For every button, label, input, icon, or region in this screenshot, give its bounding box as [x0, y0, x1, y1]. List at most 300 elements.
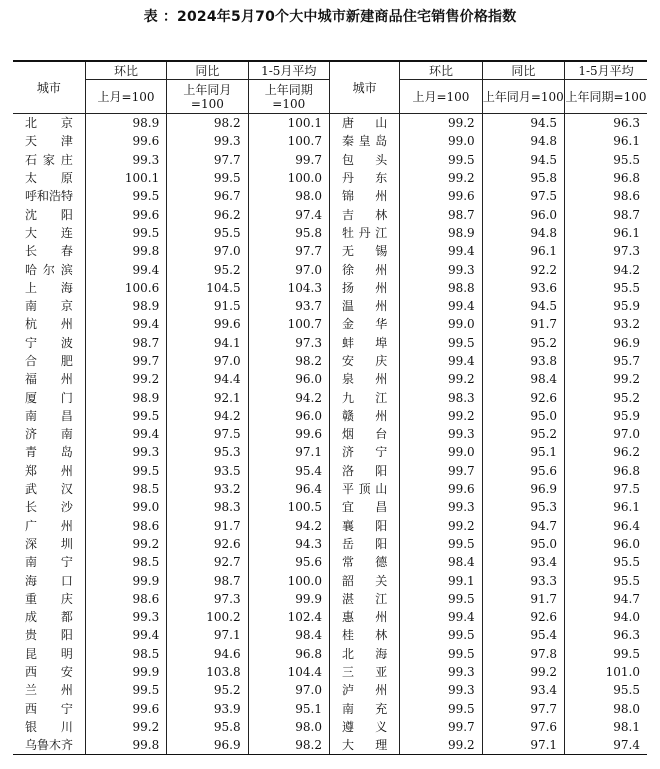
mom-right-cell: 99.1	[400, 571, 482, 589]
avg-right-cell: 101.0	[565, 663, 647, 681]
city-right-cell: 湛江	[329, 590, 399, 608]
city-right-cell: 桂林	[329, 626, 399, 644]
avg-right-cell: 97.5	[565, 480, 647, 498]
avg-left-cell: 99.7	[248, 151, 329, 169]
city-right-cell: 三亚	[329, 663, 399, 681]
mom-left-cell: 98.9	[85, 388, 166, 406]
mom-left-cell: 99.3	[85, 151, 166, 169]
mom-right-cell: 99.5	[400, 700, 482, 718]
mom-right-cell: 99.3	[400, 663, 482, 681]
yoy-right-cell: 92.2	[482, 260, 564, 278]
table-row	[13, 297, 647, 315]
city-right-cell: 赣州	[329, 407, 399, 425]
table-row	[13, 535, 647, 553]
mom-left-cell: 100.6	[85, 279, 166, 297]
yoy-left-cell: 91.5	[167, 297, 248, 315]
table-row	[13, 224, 647, 242]
yoy-right-cell: 91.7	[482, 590, 564, 608]
avg-left-cell: 96.0	[248, 407, 329, 425]
avg-left-cell: 94.2	[248, 388, 329, 406]
mom-right-cell: 99.4	[400, 352, 482, 370]
avg-right-cell: 96.1	[565, 224, 647, 242]
city-right-cell: 大理	[329, 736, 399, 755]
table-row	[13, 480, 647, 498]
city-right-cell: 洛阳	[329, 462, 399, 480]
mom-right-cell: 99.4	[400, 297, 482, 315]
yoy-right-cell: 95.8	[482, 169, 564, 187]
table-row	[13, 736, 647, 755]
mom-right-cell: 99.5	[400, 590, 482, 608]
mom-right-cell: 99.6	[400, 480, 482, 498]
mom-left-cell: 98.5	[85, 645, 166, 663]
price-index-table	[13, 60, 647, 755]
mom-left-cell: 99.4	[85, 425, 166, 443]
table-row	[13, 260, 647, 278]
avg-left-cell: 98.2	[248, 736, 329, 755]
city-right-cell: 北海	[329, 645, 399, 663]
yoy-right-cell: 96.9	[482, 480, 564, 498]
avg-left-cell: 98.4	[248, 626, 329, 644]
city-left-cell: 海口	[25, 573, 73, 588]
avg-right-cell: 94.0	[565, 608, 647, 626]
avg-right-cell: 96.0	[565, 535, 647, 553]
city-right-cell: 金华	[329, 315, 399, 333]
city-right-cell: 秦皇岛	[329, 132, 399, 150]
mom-right-cell: 99.3	[400, 681, 482, 699]
mom-base-header: 上月=100	[85, 80, 166, 114]
mom-right-cell: 99.5	[400, 645, 482, 663]
yoy-right-cell: 94.8	[482, 132, 564, 150]
mom-left-cell: 99.4	[85, 626, 166, 644]
mom-right-cell: 99.5	[400, 535, 482, 553]
yoy-right-cell: 99.2	[482, 663, 564, 681]
yoy-left-cell: 97.0	[167, 352, 248, 370]
avg-right-cell: 98.6	[565, 187, 647, 205]
city-left-cell: 南京	[25, 299, 73, 314]
avg-right-cell: 95.5	[565, 571, 647, 589]
mom-right-cell: 99.0	[400, 132, 482, 150]
city-right-cell: 襄阳	[329, 517, 399, 535]
table-row	[13, 242, 647, 260]
mom-left-cell: 99.5	[85, 187, 166, 205]
avg-right-cell: 94.7	[565, 590, 647, 608]
table-row	[13, 626, 647, 644]
yoy-left-cell: 96.9	[167, 736, 248, 755]
avg-left-cell: 100.7	[248, 315, 329, 333]
avg-left-cell: 102.4	[248, 608, 329, 626]
yoy-right-cell: 97.1	[482, 736, 564, 755]
yoy-left-cell: 99.5	[167, 169, 248, 187]
avg-left-cell: 93.7	[248, 297, 329, 315]
city-left-cell: 厦门	[25, 390, 73, 405]
avg-left-cell: 97.0	[248, 260, 329, 278]
yoy-base-header: 上年同月=100	[167, 80, 248, 114]
mom-left-cell: 99.3	[85, 443, 166, 461]
mom-header: 环比	[400, 61, 482, 80]
yoy-right-cell: 92.6	[482, 388, 564, 406]
avg-right-cell: 98.1	[565, 718, 647, 736]
avg-right-cell: 95.2	[565, 388, 647, 406]
city-left-cell: 天津	[25, 134, 73, 149]
city-right-cell: 唐山	[329, 114, 399, 133]
city-header: 城市	[329, 61, 399, 114]
mom-left-cell: 99.5	[85, 462, 166, 480]
city-right-cell: 吉林	[329, 205, 399, 223]
mom-right-cell: 99.4	[400, 242, 482, 260]
yoy-left-cell: 91.7	[167, 517, 248, 535]
yoy-right-cell: 94.8	[482, 224, 564, 242]
avg-left-cell: 104.3	[248, 279, 329, 297]
table-row	[13, 718, 647, 736]
yoy-right-cell: 93.4	[482, 553, 564, 571]
yoy-left-cell: 93.9	[167, 700, 248, 718]
table-row	[13, 553, 647, 571]
yoy-left-cell: 98.7	[167, 571, 248, 589]
yoy-left-cell: 94.6	[167, 645, 248, 663]
mom-left-cell: 99.9	[85, 571, 166, 589]
yoy-left-cell: 95.2	[167, 260, 248, 278]
yoy-right-cell: 91.7	[482, 315, 564, 333]
avg-right-cell: 95.9	[565, 297, 647, 315]
yoy-left-cell: 95.8	[167, 718, 248, 736]
yoy-left-cell: 97.5	[167, 425, 248, 443]
avg-right-cell: 95.5	[565, 553, 647, 571]
yoy-left-cell: 96.7	[167, 187, 248, 205]
city-right-cell: 九江	[329, 388, 399, 406]
city-left-cell: 济南	[25, 427, 73, 442]
yoy-right-cell: 94.5	[482, 114, 564, 133]
mom-left-cell: 99.2	[85, 718, 166, 736]
avg-right-cell: 95.5	[565, 151, 647, 169]
yoy-left-cell: 98.2	[167, 114, 248, 133]
mom-left-cell: 99.8	[85, 736, 166, 755]
city-left-cell: 长沙	[25, 500, 73, 515]
table-header	[13, 61, 647, 114]
yoy-right-cell: 96.1	[482, 242, 564, 260]
table-row	[13, 315, 647, 333]
mom-left-cell: 98.7	[85, 334, 166, 352]
table-row	[13, 681, 647, 699]
city-right-cell: 平顶山	[329, 480, 399, 498]
avg-left-cell: 95.1	[248, 700, 329, 718]
mom-left-cell: 100.1	[85, 169, 166, 187]
city-left-cell: 沈阳	[25, 207, 73, 222]
city-right-cell: 锦州	[329, 187, 399, 205]
yoy-left-cell: 94.4	[167, 370, 248, 388]
yoy-header: 同比	[482, 61, 564, 80]
avg-right-cell: 96.9	[565, 334, 647, 352]
yoy-left-cell: 95.5	[167, 224, 248, 242]
city-left-cell: 青岛	[25, 445, 73, 460]
yoy-right-cell: 95.6	[482, 462, 564, 480]
avg-right-cell: 98.7	[565, 205, 647, 223]
city-left-cell: 南宁	[25, 555, 73, 570]
yoy-left-cell: 98.3	[167, 498, 248, 516]
avg-right-cell: 94.2	[565, 260, 647, 278]
table-row	[13, 498, 647, 516]
table-title: 表 ：2024年5月70个大中城市新建商品住宅销售价格指数	[143, 9, 517, 25]
table-row	[13, 443, 647, 461]
city-right-cell: 韶关	[329, 571, 399, 589]
mom-left-cell: 99.4	[85, 315, 166, 333]
mom-left-cell: 99.0	[85, 498, 166, 516]
table-row	[13, 151, 647, 169]
city-right-cell: 烟台	[329, 425, 399, 443]
city-right-cell: 泸州	[329, 681, 399, 699]
mom-header: 环比	[85, 61, 166, 80]
city-right-cell: 常德	[329, 553, 399, 571]
city-left-cell: 石家庄	[25, 152, 73, 167]
city-right-cell: 丹东	[329, 169, 399, 187]
mom-left-cell: 98.9	[85, 297, 166, 315]
yoy-right-cell: 92.6	[482, 608, 564, 626]
avg-left-cell: 97.7	[248, 242, 329, 260]
avg-base-header: 上年同期=100	[565, 80, 647, 114]
table-row	[13, 370, 647, 388]
avg-right-cell: 98.0	[565, 700, 647, 718]
city-right-cell: 岳阳	[329, 535, 399, 553]
avg-right-cell: 96.3	[565, 114, 647, 133]
table-row	[13, 334, 647, 352]
mom-right-cell: 99.5	[400, 626, 482, 644]
mom-left-cell: 99.5	[85, 407, 166, 425]
yoy-right-cell: 94.5	[482, 151, 564, 169]
avg-right-cell: 97.0	[565, 425, 647, 443]
mom-right-cell: 98.3	[400, 388, 482, 406]
avg-right-cell: 96.1	[565, 498, 647, 516]
city-left-cell: 昆明	[25, 646, 73, 661]
avg-left-cell: 95.4	[248, 462, 329, 480]
city-left-cell: 西安	[25, 665, 73, 680]
city-left-cell: 广州	[25, 518, 73, 533]
mom-right-cell: 99.2	[400, 407, 482, 425]
yoy-right-cell: 95.1	[482, 443, 564, 461]
avg-left-cell: 97.3	[248, 334, 329, 352]
table-row	[13, 205, 647, 223]
avg-left-cell: 97.0	[248, 681, 329, 699]
yoy-left-cell: 95.2	[167, 681, 248, 699]
city-left-cell: 兰州	[25, 683, 73, 698]
avg-right-cell: 95.9	[565, 407, 647, 425]
avg-right-cell: 96.2	[565, 443, 647, 461]
mom-right-cell: 99.0	[400, 443, 482, 461]
city-left-cell: 深圳	[25, 536, 73, 551]
table-row	[13, 571, 647, 589]
mom-left-cell: 98.6	[85, 517, 166, 535]
yoy-right-cell: 97.8	[482, 645, 564, 663]
yoy-left-cell: 103.8	[167, 663, 248, 681]
mom-base-header: 上月=100	[400, 80, 482, 114]
mom-left-cell: 99.6	[85, 700, 166, 718]
yoy-left-cell: 97.3	[167, 590, 248, 608]
city-left-cell: 成都	[25, 610, 73, 625]
yoy-right-cell: 94.5	[482, 297, 564, 315]
avg-left-cell: 100.0	[248, 169, 329, 187]
city-left-cell: 上海	[25, 280, 73, 295]
avg-left-cell: 96.8	[248, 645, 329, 663]
yoy-right-cell: 95.4	[482, 626, 564, 644]
table-row	[13, 352, 647, 370]
yoy-left-cell: 104.5	[167, 279, 248, 297]
mom-right-cell: 99.7	[400, 718, 482, 736]
city-right-cell: 包头	[329, 151, 399, 169]
avg-right-cell: 95.5	[565, 681, 647, 699]
avg-right-cell: 99.2	[565, 370, 647, 388]
mom-left-cell: 99.6	[85, 205, 166, 223]
yoy-right-cell: 95.0	[482, 535, 564, 553]
yoy-left-cell: 92.1	[167, 388, 248, 406]
city-right-cell: 无锡	[329, 242, 399, 260]
avg-left-cell: 98.2	[248, 352, 329, 370]
yoy-right-cell: 96.0	[482, 205, 564, 223]
mom-left-cell: 99.6	[85, 132, 166, 150]
yoy-right-cell: 95.2	[482, 334, 564, 352]
mom-right-cell: 98.9	[400, 224, 482, 242]
yoy-left-cell: 97.1	[167, 626, 248, 644]
avg-right-cell: 96.8	[565, 169, 647, 187]
yoy-base-header: 上年同月=100	[482, 80, 564, 114]
yoy-right-cell: 93.8	[482, 352, 564, 370]
avg-right-cell: 96.1	[565, 132, 647, 150]
city-right-cell: 安庆	[329, 352, 399, 370]
city-left-cell: 南昌	[25, 408, 73, 423]
mom-left-cell: 98.5	[85, 480, 166, 498]
yoy-right-cell: 95.0	[482, 407, 564, 425]
city-right-cell: 牡丹江	[329, 224, 399, 242]
yoy-right-cell: 95.2	[482, 425, 564, 443]
mom-right-cell: 99.2	[400, 517, 482, 535]
avg-right-cell: 96.8	[565, 462, 647, 480]
avg-left-cell: 104.4	[248, 663, 329, 681]
table-row	[13, 590, 647, 608]
mom-left-cell: 99.2	[85, 370, 166, 388]
yoy-right-cell: 93.3	[482, 571, 564, 589]
mom-right-cell: 99.5	[400, 334, 482, 352]
yoy-right-cell: 95.3	[482, 498, 564, 516]
yoy-left-cell: 97.7	[167, 151, 248, 169]
avg-base-header: 上年同期=100	[248, 80, 329, 114]
city-left-cell: 哈尔滨	[25, 262, 73, 277]
city-left-cell: 银川	[25, 719, 73, 734]
avg-right-cell: 96.3	[565, 626, 647, 644]
avg-right-cell: 96.4	[565, 517, 647, 535]
city-left-cell: 重庆	[25, 591, 73, 606]
table-row	[13, 663, 647, 681]
yoy-left-cell: 99.3	[167, 132, 248, 150]
mom-right-cell: 99.2	[400, 736, 482, 755]
mom-right-cell: 99.6	[400, 187, 482, 205]
avg-right-cell: 95.7	[565, 352, 647, 370]
yoy-left-cell: 93.5	[167, 462, 248, 480]
yoy-left-cell: 92.7	[167, 553, 248, 571]
city-left-cell: 武汉	[25, 482, 73, 497]
city-header: 城市	[13, 61, 85, 114]
table-row	[13, 114, 647, 133]
city-left-cell: 大连	[25, 225, 73, 240]
avg-right-cell: 99.5	[565, 645, 647, 663]
city-left-cell: 乌鲁木齐	[13, 736, 85, 755]
table-row	[13, 407, 647, 425]
yoy-left-cell: 96.2	[167, 205, 248, 223]
mom-left-cell: 98.9	[85, 114, 166, 133]
mom-left-cell: 99.9	[85, 663, 166, 681]
city-right-cell: 宜昌	[329, 498, 399, 516]
avg-right-cell: 95.5	[565, 279, 647, 297]
city-left-cell: 郑州	[25, 463, 73, 478]
avg-left-cell: 100.0	[248, 571, 329, 589]
table-row	[13, 645, 647, 663]
yoy-right-cell: 93.6	[482, 279, 564, 297]
avg-left-cell: 100.1	[248, 114, 329, 133]
table-row	[13, 517, 647, 535]
mom-left-cell: 98.6	[85, 590, 166, 608]
table-row	[13, 700, 647, 718]
yoy-right-cell: 94.7	[482, 517, 564, 535]
avg-right-cell: 93.2	[565, 315, 647, 333]
mom-right-cell: 99.2	[400, 169, 482, 187]
table-row	[13, 388, 647, 406]
city-right-cell: 温州	[329, 297, 399, 315]
table-row	[13, 462, 647, 480]
city-left-cell: 杭州	[25, 317, 73, 332]
yoy-left-cell: 94.1	[167, 334, 248, 352]
city-left-cell: 福州	[25, 372, 73, 387]
city-left-cell: 贵阳	[25, 628, 73, 643]
yoy-left-cell: 94.2	[167, 407, 248, 425]
mom-right-cell: 99.2	[400, 370, 482, 388]
avg-left-cell: 100.5	[248, 498, 329, 516]
city-left-cell: 太原	[25, 171, 73, 186]
mom-right-cell: 99.3	[400, 260, 482, 278]
avg-left-cell: 98.0	[248, 187, 329, 205]
avg-left-cell: 99.9	[248, 590, 329, 608]
mom-right-cell: 99.0	[400, 315, 482, 333]
yoy-right-cell: 97.5	[482, 187, 564, 205]
avg-left-cell: 99.6	[248, 425, 329, 443]
avg-left-cell: 95.6	[248, 553, 329, 571]
avg-right-cell: 97.4	[565, 736, 647, 755]
mom-left-cell: 99.2	[85, 535, 166, 553]
table-row	[13, 169, 647, 187]
city-left-cell: 呼和浩特	[25, 189, 74, 204]
avg-left-cell: 94.2	[248, 517, 329, 535]
mom-left-cell: 99.8	[85, 242, 166, 260]
yoy-left-cell: 95.3	[167, 443, 248, 461]
mom-right-cell: 98.4	[400, 553, 482, 571]
city-left-cell: 长春	[25, 244, 73, 259]
avg-left-cell: 96.4	[248, 480, 329, 498]
table-row	[13, 132, 647, 150]
mom-left-cell: 99.5	[85, 681, 166, 699]
table-row	[13, 425, 647, 443]
yoy-left-cell: 100.2	[167, 608, 248, 626]
avg-left-cell: 100.7	[248, 132, 329, 150]
table-row	[13, 187, 647, 205]
mom-right-cell: 99.3	[400, 425, 482, 443]
yoy-right-cell: 98.4	[482, 370, 564, 388]
mom-right-cell: 99.2	[400, 114, 482, 133]
yoy-left-cell: 93.2	[167, 480, 248, 498]
mom-right-cell: 99.5	[400, 151, 482, 169]
mom-left-cell: 99.3	[85, 608, 166, 626]
city-right-cell: 惠州	[329, 608, 399, 626]
city-right-cell: 蚌埠	[329, 334, 399, 352]
city-right-cell: 济宁	[329, 443, 399, 461]
city-right-cell: 遵义	[329, 718, 399, 736]
yoy-right-cell: 93.4	[482, 681, 564, 699]
table-row	[13, 608, 647, 626]
mom-left-cell: 99.4	[85, 260, 166, 278]
